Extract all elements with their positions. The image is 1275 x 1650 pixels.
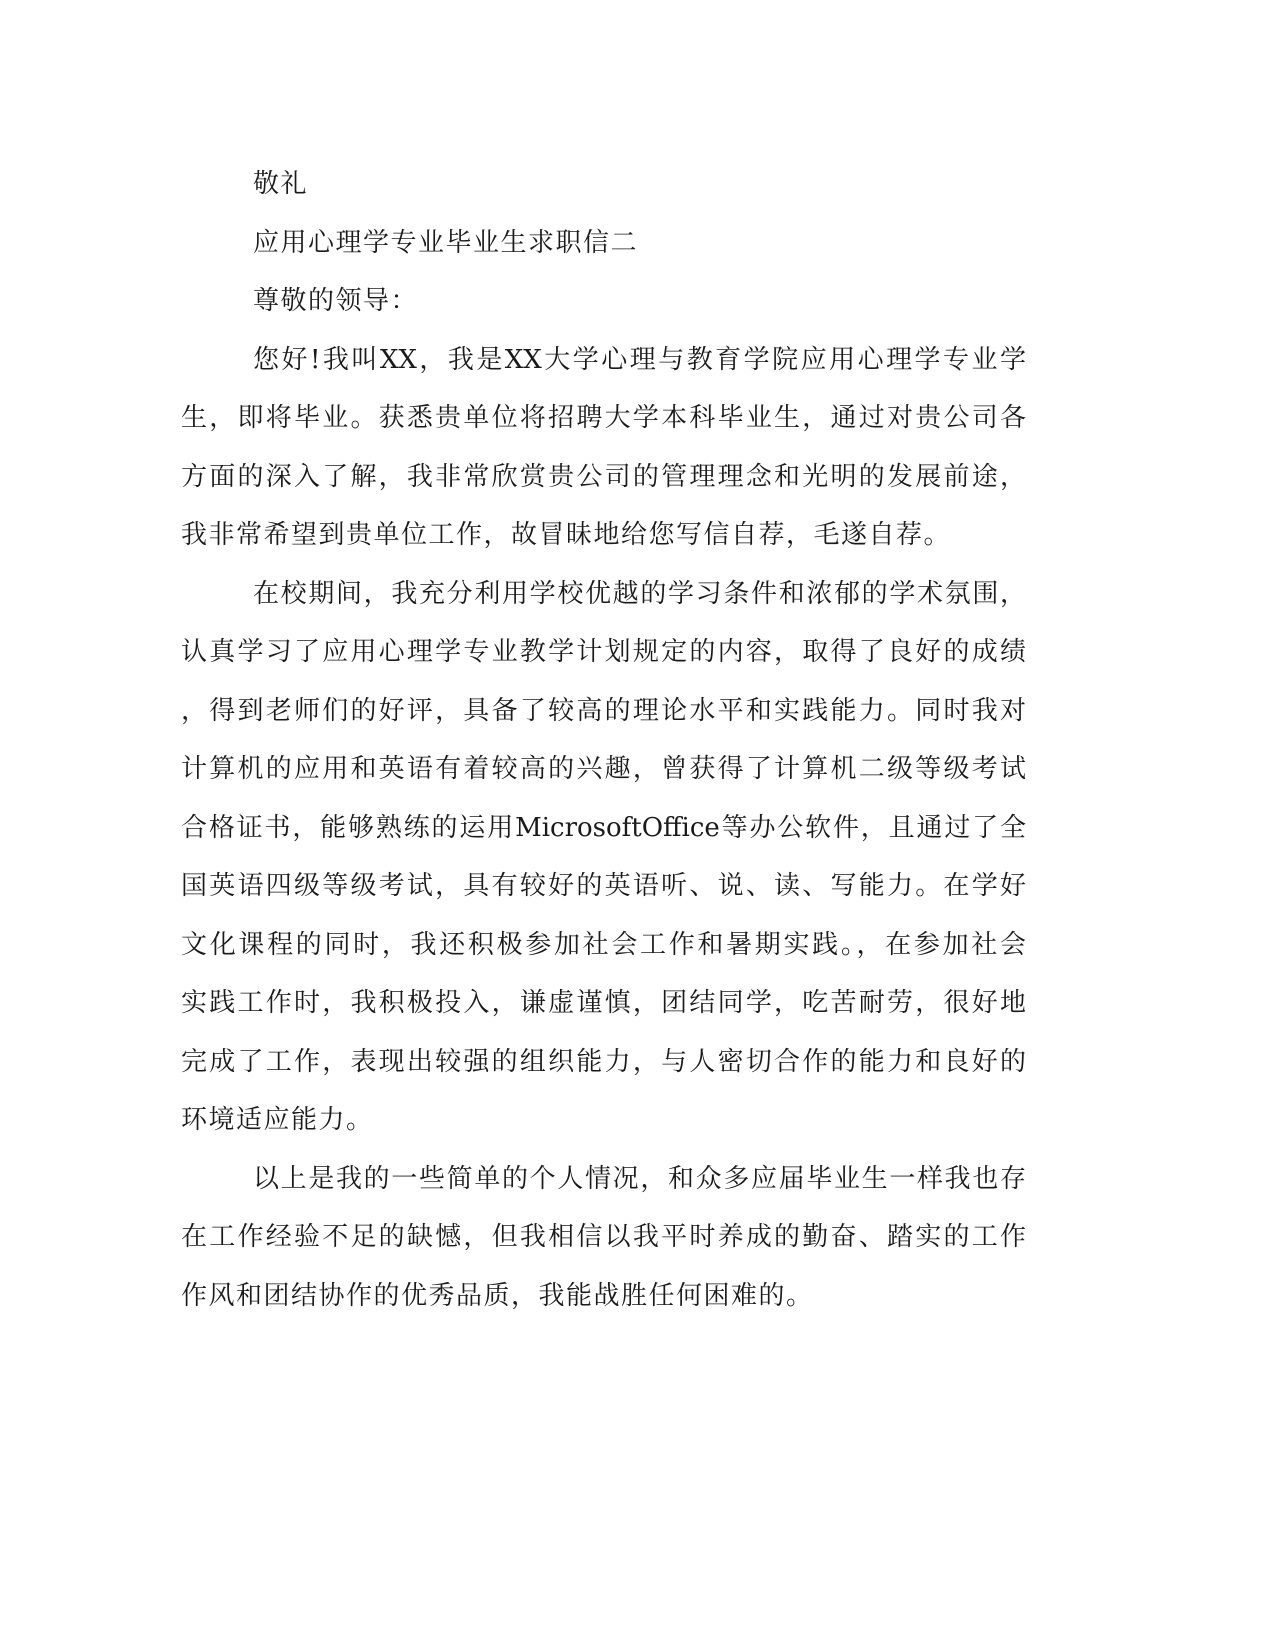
paragraph-line: 认真学习了应用心理学专业教学计划规定的内容，取得了良好的成绩 xyxy=(181,637,1026,667)
paragraph-line: 在工作经验不足的缺憾，但我相信以我平时养成的勤奋、踏实的工作 xyxy=(181,1222,1026,1252)
paragraph-introduction xyxy=(181,331,1026,565)
paragraph-line: 以上是我的一些简单的个人情况，和众多应届毕业生一样我也存 xyxy=(253,1163,1026,1194)
paragraph-line: 在校期间，我充分利用学校优越的学习条件和浓郁的学术氛围， xyxy=(253,578,1026,609)
paragraph-line: 生，即将毕业。获悉贵单位将招聘大学本科毕业生，通过对贵公司各 xyxy=(181,403,1026,433)
paragraph-line: 我非常希望到贵单位工作，故冒昧地给您写信自荐，毛遂自荐。 xyxy=(181,520,952,550)
salutation: 尊敬的领导： xyxy=(253,286,419,316)
paragraph-line: 作风和团结协作的优秀品质，我能战胜任何困难的。 xyxy=(181,1280,814,1311)
paragraph-line: 您好!我叫XX，我是XX大学心理与教育学院应用心理学专业学 xyxy=(253,344,1026,375)
letter-body xyxy=(181,155,1026,1325)
closing-line: 敬礼 xyxy=(253,169,309,199)
paragraph-line: ，得到老师们的好评，具备了较高的理论水平和实践能力。同时我对 xyxy=(181,695,1026,726)
paragraph-line: 计算机的应用和英语有着较高的兴趣，曾获得了计算机二级等级考试 xyxy=(181,754,1026,784)
paragraph-line: 方面的深入了解，我非常欣赏贵公司的管理理念和光明的发展前途， xyxy=(181,461,1026,492)
paragraph-summary xyxy=(181,1150,1026,1326)
paragraph-line: 国英语四级等级考试，具有较好的英语听、说、读、写能力。在学好 xyxy=(181,871,1026,901)
paragraph-line: 文化课程的同时，我还积极参加社会工作和暑期实践。，在参加社会 xyxy=(181,929,1026,960)
paragraph-line: 完成了工作，表现出较强的组织能力，与人密切合作的能力和良好的 xyxy=(181,1046,1026,1077)
paragraph-line: 环境适应能力。 xyxy=(181,1105,374,1135)
paragraph-school-experience xyxy=(181,565,1026,1150)
paragraph-line: 合格证书，能够熟练的运用MicrosoftOffice等办公软件，且通过了全 xyxy=(181,812,1026,843)
letter-title: 应用心理学专业毕业生求职信二 xyxy=(253,227,639,258)
paragraph-line: 实践工作时，我积极投入，谦虚谨慎，团结同学，吃苦耐劳，很好地 xyxy=(181,988,1026,1018)
